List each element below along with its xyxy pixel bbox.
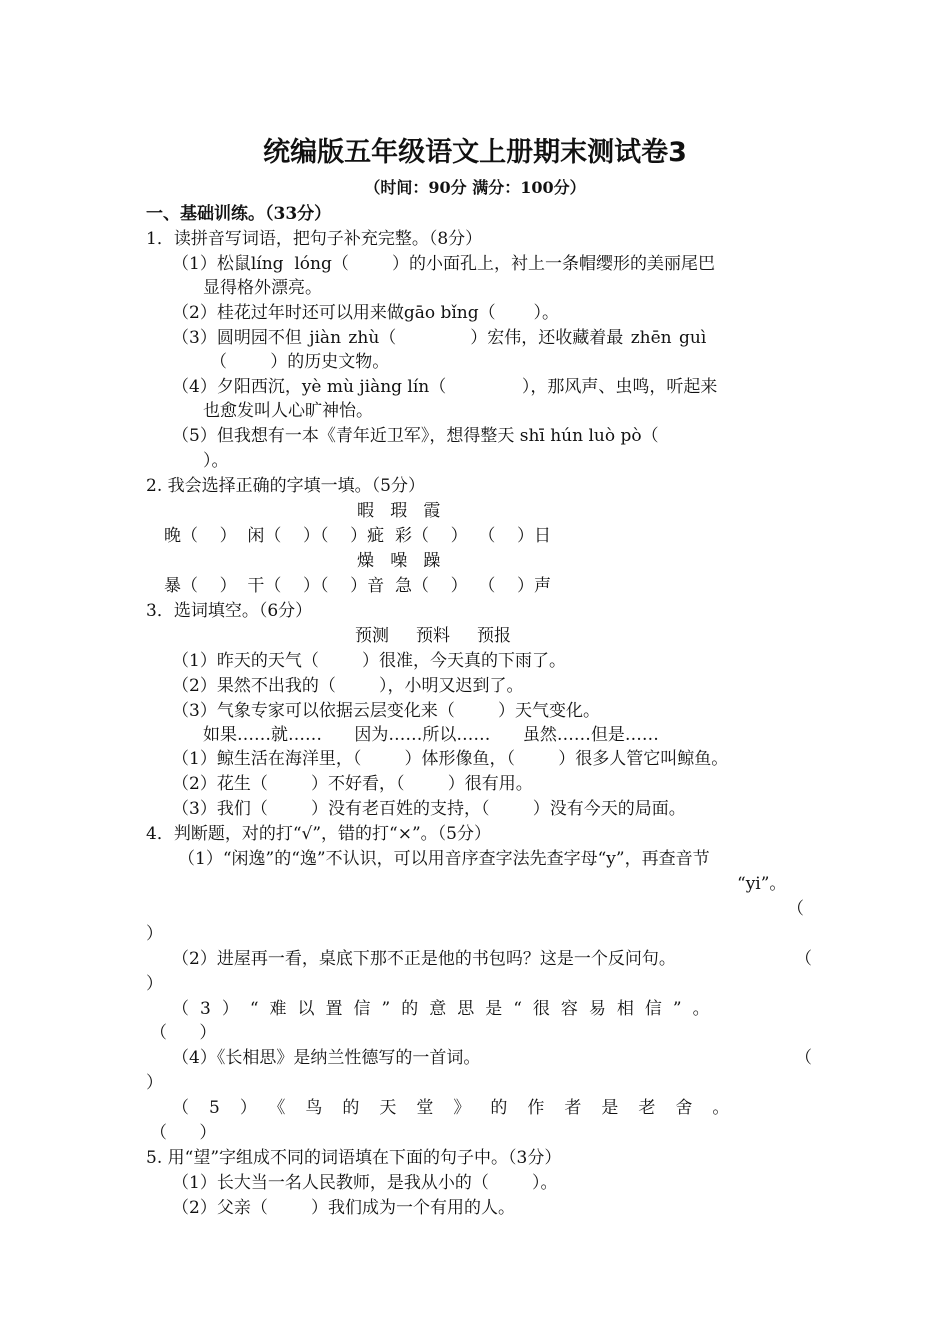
q4-item: （5）《鸟的天堂》的作者是老舍。 xyxy=(172,1098,750,1118)
q1-line: （2）桂花过年时还可以用来做gāo bǐng（ ）。 xyxy=(172,303,559,323)
q4-item: （2）进屋再一看，桌底下那不正是他的书包吗？这是一个反问句。 xyxy=(172,949,676,969)
q3-line: （3）气象专家可以依据云层变化来（ ）天气变化。 xyxy=(172,701,601,721)
q5-header: 5. 用“望”字组成不同的词语填在下面的句子中。（3分） xyxy=(146,1148,562,1168)
q3-line: （2）果然不出我的（ ），小明又迟到了。 xyxy=(172,676,524,696)
q1-line: （3）圆明园不但 jiàn zhù（ ）宏伟，还收藏着最 zhēn guì xyxy=(172,328,707,348)
q5-line: （1）长大当一名人民教师，是我从小的（ ）。 xyxy=(172,1173,558,1193)
q1-line: （5）但我想有一本《青年近卫军》，想得整天 shī hún luò pò（ xyxy=(172,426,659,446)
q2-fill-row: 晚（ ） 闲（ ）（ ）疵 彩（ ） （ ）日 xyxy=(164,526,551,546)
q1-line: ）。 xyxy=(203,451,229,471)
answer-paren-close: ） xyxy=(146,1073,163,1093)
q2-char-options: 燥 噪 躁 xyxy=(357,551,441,571)
q3-header: 3．选词填空。（6分） xyxy=(146,601,313,621)
q1-line: 也愈发叫人心旷神怡。 xyxy=(203,401,373,421)
answer-paren-close: ） xyxy=(146,924,163,944)
q4-item: （1）“闲逸”的“逸”不认识，可以用音序查字法先查字母“y”，再查音节 xyxy=(178,849,710,869)
q3-line: （1）鲸生活在海洋里，（ ）体形像鱼，（ ）很多人管它叫鲸鱼。 xyxy=(172,749,729,769)
q1-line: （4）夕阳西沉，yè mù jiàng lín（ ），那风声、虫鸣，听起来 xyxy=(172,377,718,397)
page-title: 统编版五年级语文上册期末测试卷3 xyxy=(263,137,687,168)
q4-header: 4．判断题，对的打“√”，错的打“×”。（5分） xyxy=(146,824,491,844)
answer-paren-close: ） xyxy=(146,974,163,994)
section-heading: 一、基础训练。（33分） xyxy=(146,204,332,224)
q4-item: “yi”。 xyxy=(737,874,787,894)
q1-line: （1）松鼠líng lóng（ ）的小面孔上，衬上一条帽缨形的美丽尾巴 xyxy=(172,254,716,274)
answer-paren-open: （ xyxy=(795,1048,812,1068)
exam-info: （时间：90分 满分：100分） xyxy=(364,178,586,197)
q1-header: 1．读拼音写词语，把句子补充完整。（8分） xyxy=(146,229,483,249)
q1-line: （ ）的历史文物。 xyxy=(210,352,390,372)
q5-line: （2）父亲（ ）我们成为一个有用的人。 xyxy=(172,1198,516,1218)
q3-line: （2）花生（ ）不好看，（ ）很有用。 xyxy=(172,774,533,794)
answer-blank: （ ） xyxy=(150,1123,217,1143)
answer-blank: （ ） xyxy=(150,1023,217,1043)
q2-header: 2. 我会选择正确的字填一填。（5分） xyxy=(146,476,425,496)
answer-paren-open: （ xyxy=(787,899,804,919)
q3-word-options: 预测 预料 预报 xyxy=(355,626,512,646)
q3-line: （1）昨天的天气（ ）很准，今天真的下雨了。 xyxy=(172,651,567,671)
q4-item: （3）“难以置信”的意思是“很容易相信”。 xyxy=(172,999,721,1019)
q2-fill-row: 暴（ ） 干（ ）（ ）音 急（ ） （ ）声 xyxy=(164,576,551,596)
q4-item: （4）《长相思》是纳兰性德写的一首词。 xyxy=(172,1048,481,1068)
q3-line: （3）我们（ ）没有老百姓的支持，（ ）没有今天的局面。 xyxy=(172,799,686,819)
q1-line: 显得格外漂亮。 xyxy=(203,278,322,298)
q2-char-options: 暇 瑕 霞 xyxy=(357,501,441,521)
answer-paren-open: （ xyxy=(795,949,812,969)
q3-word-options: 如果……就…… 因为……所以…… 虽然……但是…… xyxy=(203,725,659,745)
